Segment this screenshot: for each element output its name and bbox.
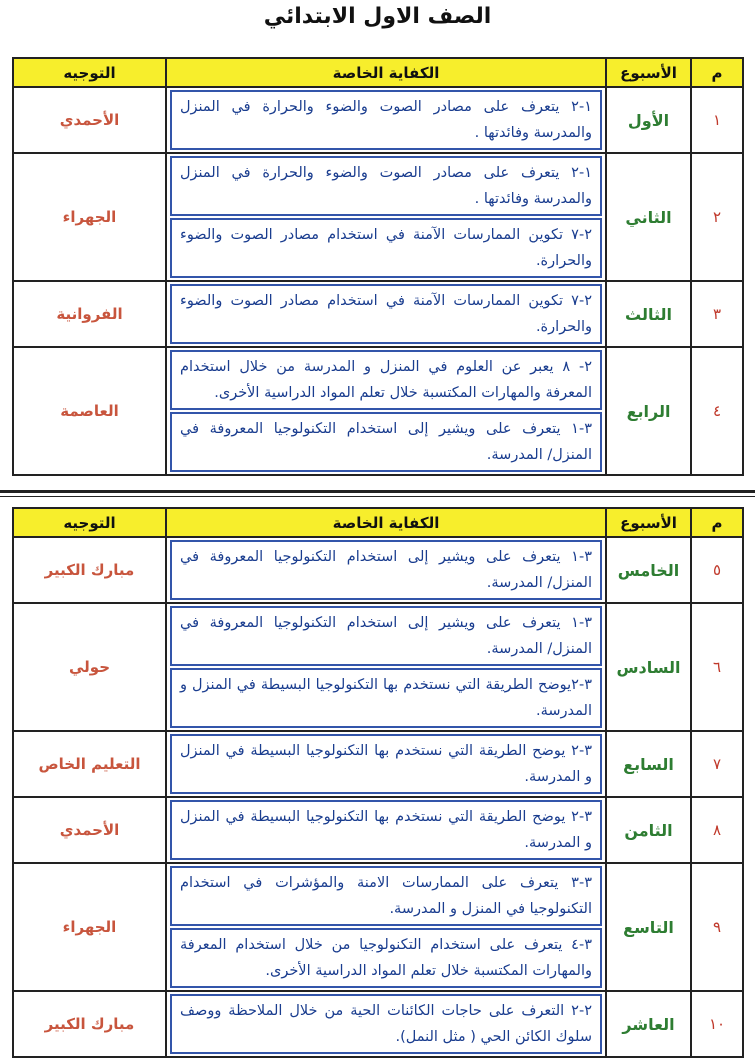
directorate-name: مبارك الكبير bbox=[13, 991, 166, 1057]
schedule-table-1 bbox=[12, 57, 744, 476]
competency-text: ٣-٢يوضح الطريقة التي نستخدم بها التكنولوجيا البسيطة في المنزل و المدرسة. bbox=[170, 668, 602, 728]
header-week: الأسبوع bbox=[606, 58, 691, 87]
page-title: الصف الاول الابتدائي bbox=[263, 4, 492, 29]
competency-text: ٣-١ يتعرف على ويشير إلى استخدام التكنولوجيا المعروفة في المنزل/ المدرسة. bbox=[170, 540, 602, 600]
directorate-name: الجهراء bbox=[13, 153, 166, 281]
competency-text: ٢-٧ تكوين الممارسات الآمنة في استخدام مصادر الصوت والضوء والحرارة. bbox=[170, 218, 602, 278]
week-label: الثالث bbox=[606, 281, 691, 347]
header-num: م bbox=[691, 508, 743, 537]
directorate-name: التعليم الخاص bbox=[13, 731, 166, 797]
row-number: ٤ bbox=[691, 347, 743, 475]
directorate-name: الأحمدي bbox=[13, 87, 166, 153]
header-directorate: التوجيه bbox=[13, 58, 166, 87]
directorate-name: العاصمة bbox=[13, 347, 166, 475]
competency-cell bbox=[166, 281, 606, 347]
week-label: السادس bbox=[606, 603, 691, 731]
competency-cell bbox=[166, 991, 606, 1057]
row-number: ٩ bbox=[691, 863, 743, 991]
table-row bbox=[13, 797, 743, 863]
competency-cell bbox=[166, 347, 606, 475]
competency-text: ٢-٧ تكوين الممارسات الآمنة في استخدام مصادر الصوت والضوء والحرارة. bbox=[170, 284, 602, 344]
section-divider-thin bbox=[0, 496, 755, 497]
week-label: الثاني bbox=[606, 153, 691, 281]
row-number: ١ bbox=[691, 87, 743, 153]
section-divider bbox=[0, 490, 755, 493]
header-competency: الكفاية الخاصة bbox=[166, 58, 606, 87]
competency-text: ٢- ٨ يعبر عن العلوم في المنزل و المدرسة من خلال استخدام المعرفة والمهارات المكتسبة خلال تعلم المواد الدراسية الأخرى. bbox=[170, 350, 602, 410]
table-row bbox=[13, 87, 743, 153]
header-directorate: التوجيه bbox=[13, 508, 166, 537]
header-week: الأسبوع bbox=[606, 508, 691, 537]
row-number: ٧ bbox=[691, 731, 743, 797]
competency-text: ٣-١ يتعرف على ويشير إلى استخدام التكنولوجيا المعروفة في المنزل/ المدرسة. bbox=[170, 412, 602, 472]
week-label: الخامس bbox=[606, 537, 691, 603]
week-label: الرابع bbox=[606, 347, 691, 475]
directorate-name: الجهراء bbox=[13, 863, 166, 991]
week-label: السابع bbox=[606, 731, 691, 797]
header-num: م bbox=[691, 58, 743, 87]
competency-text: ٣-١ يتعرف على ويشير إلى استخدام التكنولوجيا المعروفة في المنزل/ المدرسة. bbox=[170, 606, 602, 666]
row-number: ٢ bbox=[691, 153, 743, 281]
competency-text: ٢-٢ التعرف على حاجات الكائنات الحية من خلال الملاحظة ووصف سلوك الكائن الحي ( مثل النمل). bbox=[170, 994, 602, 1054]
competency-cell bbox=[166, 87, 606, 153]
competency-cell bbox=[166, 797, 606, 863]
table-row bbox=[13, 347, 743, 475]
table-header-row bbox=[13, 508, 743, 537]
competency-cell bbox=[166, 153, 606, 281]
competency-text: ١-٢ يتعرف على مصادر الصوت والضوء والحرارة في المنزل والمدرسة وفائدتها . bbox=[170, 156, 602, 216]
week-label: التاسع bbox=[606, 863, 691, 991]
competency-cell bbox=[166, 731, 606, 797]
competency-cell bbox=[166, 863, 606, 991]
row-number: ٨ bbox=[691, 797, 743, 863]
table-row bbox=[13, 863, 743, 991]
competency-text: ٣-٣ يتعرف على الممارسات الامنة والمؤشرات في استخدام التكنولوجيا في المنزل و المدرسة. bbox=[170, 866, 602, 926]
week-label: الأول bbox=[606, 87, 691, 153]
competency-text: ٣-٢ يوضح الطريقة التي نستخدم بها التكنولوجيا البسيطة في المنزل و المدرسة. bbox=[170, 800, 602, 860]
row-number: ٣ bbox=[691, 281, 743, 347]
table-row bbox=[13, 731, 743, 797]
row-number: ٥ bbox=[691, 537, 743, 603]
competency-text: ٣-٢ يوضح الطريقة التي نستخدم بها التكنولوجيا البسيطة في المنزل و المدرسة. bbox=[170, 734, 602, 794]
competency-text: ١-٢ يتعرف على مصادر الصوت والضوء والحرارة في المنزل والمدرسة وفائدتها . bbox=[170, 90, 602, 150]
competency-cell bbox=[166, 537, 606, 603]
directorate-name: الأحمدي bbox=[13, 797, 166, 863]
table-row bbox=[13, 281, 743, 347]
competency-text: ٣-٤ يتعرف على استخدام التكنولوجيا من خلال استخدام المعرفة والمهارات المكتسبة خلال تعلم المواد الدراسية الأخرى. bbox=[170, 928, 602, 988]
table-row bbox=[13, 153, 743, 281]
table-row bbox=[13, 991, 743, 1057]
directorate-name: حولي bbox=[13, 603, 166, 731]
table-row bbox=[13, 603, 743, 731]
row-number: ١٠ bbox=[691, 991, 743, 1057]
header-competency: الكفاية الخاصة bbox=[166, 508, 606, 537]
directorate-name: مبارك الكبير bbox=[13, 537, 166, 603]
directorate-name: الفروانية bbox=[13, 281, 166, 347]
week-label: العاشر bbox=[606, 991, 691, 1057]
table-row bbox=[13, 537, 743, 603]
row-number: ٦ bbox=[691, 603, 743, 731]
competency-cell bbox=[166, 603, 606, 731]
schedule-table-2 bbox=[12, 507, 744, 1058]
table-header-row bbox=[13, 58, 743, 87]
week-label: الثامن bbox=[606, 797, 691, 863]
